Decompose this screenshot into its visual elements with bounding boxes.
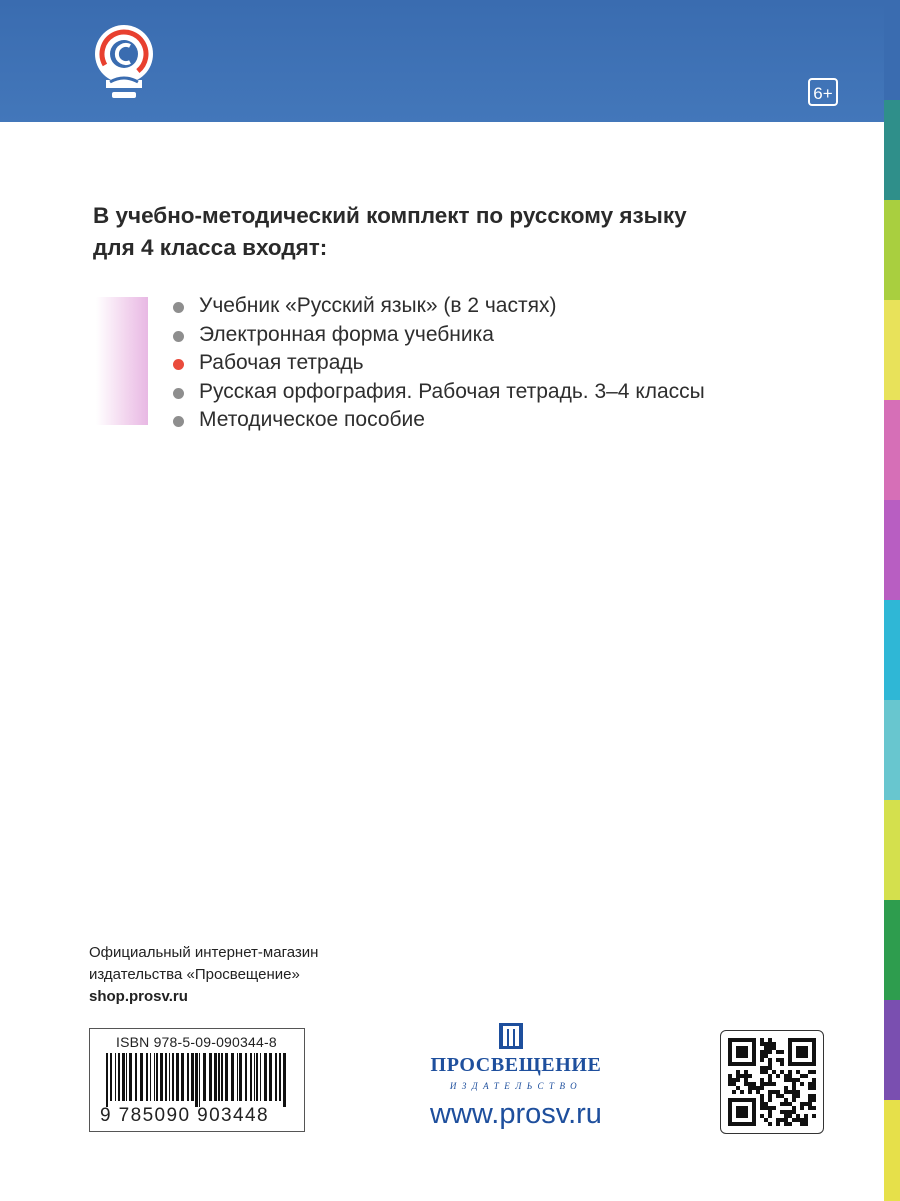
- qr-module: [788, 1090, 792, 1094]
- barcode-bar: [169, 1053, 170, 1101]
- qr-module: [796, 1114, 800, 1118]
- qr-module: [768, 1038, 772, 1042]
- barcode-bar: [187, 1053, 189, 1101]
- qr-module: [748, 1086, 752, 1090]
- barcode-bar: [106, 1053, 108, 1107]
- strip-segment: [884, 800, 900, 901]
- qr-module: [776, 1094, 780, 1098]
- kit-item-label: Рабочая тетрадь: [199, 351, 364, 374]
- barcode-bar: [195, 1053, 198, 1107]
- strip-segment: [884, 300, 900, 401]
- barcode-bar: [237, 1053, 238, 1101]
- qr-module: [732, 1078, 736, 1082]
- qr-module: [796, 1118, 800, 1122]
- qr-module: [812, 1086, 816, 1090]
- barcode-bar: [279, 1053, 281, 1101]
- barcode-bar: [115, 1053, 116, 1101]
- barcode-bar: [209, 1053, 212, 1101]
- qr-module: [808, 1070, 812, 1074]
- qr-module: [784, 1114, 788, 1118]
- qr-module: [764, 1046, 768, 1050]
- qr-module: [772, 1106, 776, 1110]
- qr-module: [776, 1090, 780, 1094]
- qr-module: [772, 1042, 776, 1046]
- qr-module: [804, 1118, 808, 1122]
- barcode-bar: [156, 1053, 158, 1101]
- barcode-bar: [231, 1053, 234, 1101]
- qr-module: [784, 1102, 788, 1106]
- qr-finder: [796, 1046, 808, 1058]
- qr-module: [808, 1086, 812, 1090]
- qr-module: [768, 1090, 772, 1094]
- kit-item: [173, 406, 705, 435]
- qr-finder: [736, 1046, 748, 1058]
- barcode-bar: [181, 1053, 184, 1101]
- qr-module: [788, 1070, 792, 1074]
- qr-module: [780, 1058, 784, 1062]
- qr-module: [732, 1082, 736, 1086]
- qr-module: [748, 1074, 752, 1078]
- qr-module: [756, 1090, 760, 1094]
- kit-item: [173, 292, 705, 321]
- qr-code[interactable]: [720, 1030, 824, 1134]
- qr-module: [728, 1074, 732, 1078]
- qr-module: [760, 1106, 764, 1110]
- qr-module: [780, 1062, 784, 1066]
- qr-module: [756, 1086, 760, 1090]
- kit-item: [173, 321, 705, 350]
- age-rating-text: 6+: [813, 84, 833, 103]
- qr-module: [768, 1062, 772, 1066]
- shop-line1: Официальный интернет-магазин: [89, 944, 319, 961]
- qr-module: [784, 1098, 788, 1102]
- barcode-bar: [199, 1053, 200, 1107]
- barcode-bar: [126, 1053, 127, 1101]
- qr-module: [804, 1074, 808, 1078]
- kit-items-list: [173, 292, 705, 435]
- qr-module: [768, 1046, 772, 1050]
- qr-module: [760, 1114, 764, 1118]
- qr-module: [764, 1082, 768, 1086]
- strip-segment: [884, 200, 900, 301]
- barcode-bar: [203, 1053, 206, 1101]
- bullet-icon: [173, 331, 184, 342]
- qr-module: [796, 1090, 800, 1094]
- kit-heading-line1: В учебно-методический комплект по русскому языку: [93, 203, 687, 228]
- isbn-number: ISBN 978-5-09-090344-8: [116, 1034, 277, 1050]
- barcode-bar: [110, 1053, 112, 1101]
- barcode-bar: [129, 1053, 132, 1101]
- qr-module: [768, 1082, 772, 1086]
- qr-module: [736, 1078, 740, 1082]
- strip-segment: [884, 400, 900, 501]
- qr-module: [764, 1054, 768, 1058]
- barcode-bar: [254, 1053, 255, 1101]
- qr-module: [764, 1102, 768, 1106]
- barcode-bar: [245, 1053, 247, 1101]
- qr-module: [812, 1070, 816, 1074]
- barcode-bar: [146, 1053, 148, 1101]
- shop-line2: издательства «Просвещение»: [89, 966, 300, 983]
- qr-module: [792, 1094, 796, 1098]
- barcode-bar: [122, 1053, 125, 1101]
- qr-module: [768, 1106, 772, 1110]
- publisher-logo-icon: [498, 1022, 524, 1050]
- barcode-bar: [214, 1053, 217, 1101]
- qr-module: [788, 1114, 792, 1118]
- barcode-bar: [269, 1053, 272, 1101]
- barcode-bar: [239, 1053, 242, 1101]
- kit-item-active: [173, 349, 705, 378]
- strip-segment: [884, 500, 900, 601]
- qr-module: [760, 1098, 764, 1102]
- qr-code-icon: [728, 1038, 816, 1126]
- qr-module: [748, 1082, 752, 1086]
- qr-module: [788, 1078, 792, 1082]
- qr-module: [772, 1046, 776, 1050]
- qr-module: [728, 1078, 732, 1082]
- qr-module: [768, 1098, 772, 1102]
- barcode-bar: [218, 1053, 220, 1101]
- qr-module: [792, 1098, 796, 1102]
- barcode-bar: [176, 1053, 179, 1101]
- qr-module: [768, 1122, 772, 1126]
- barcode-bar: [221, 1053, 223, 1101]
- qr-module: [792, 1110, 796, 1114]
- kit-heading: [93, 200, 853, 264]
- qr-module: [792, 1086, 796, 1090]
- qr-module: [780, 1094, 784, 1098]
- qr-module: [804, 1122, 808, 1126]
- barcode-bar: [283, 1053, 286, 1107]
- qr-module: [760, 1082, 764, 1086]
- qr-module: [772, 1070, 776, 1074]
- qr-module: [760, 1078, 764, 1082]
- qr-module: [784, 1078, 788, 1082]
- qr-module: [744, 1070, 748, 1074]
- qr-module: [764, 1106, 768, 1110]
- barcode-bar: [191, 1053, 194, 1101]
- qr-module: [780, 1070, 784, 1074]
- qr-module: [772, 1090, 776, 1094]
- barcode-bar: [260, 1053, 261, 1101]
- qr-module: [760, 1102, 764, 1106]
- qr-module: [812, 1106, 816, 1110]
- qr-module: [764, 1070, 768, 1074]
- age-rating-badge: [808, 78, 838, 106]
- qr-module: [780, 1118, 784, 1122]
- kit-item-label: Учебник «Русский язык» (в 2 частях): [199, 294, 557, 317]
- strip-segment: [884, 700, 900, 801]
- barcode-bar: [250, 1053, 252, 1101]
- bullet-icon: [173, 302, 184, 313]
- qr-module: [800, 1082, 804, 1086]
- strip-segment: [884, 900, 900, 1001]
- qr-module: [812, 1078, 816, 1082]
- qr-module: [736, 1070, 740, 1074]
- bullet-icon: [173, 388, 184, 399]
- qr-finder: [736, 1106, 748, 1118]
- highlight-bar: [96, 297, 148, 425]
- qr-module: [808, 1106, 812, 1110]
- qr-module: [780, 1102, 784, 1106]
- qr-module: [764, 1042, 768, 1046]
- strip-segment: [884, 1000, 900, 1101]
- publisher-name: ПРОСВЕЩЕНИЕ: [430, 1054, 602, 1076]
- qr-module: [752, 1086, 756, 1090]
- qr-module: [728, 1082, 732, 1086]
- qr-module: [780, 1110, 784, 1114]
- barcode-bar: [160, 1053, 163, 1101]
- qr-module: [808, 1098, 812, 1102]
- qr-module: [800, 1106, 804, 1110]
- qr-module: [768, 1058, 772, 1062]
- qr-module: [768, 1078, 772, 1082]
- qr-module: [760, 1054, 764, 1058]
- qr-module: [812, 1114, 816, 1118]
- shop-url-link[interactable]: shop.prosv.ru: [89, 988, 188, 1005]
- qr-module: [776, 1058, 780, 1062]
- qr-module: [800, 1122, 804, 1126]
- qr-module: [768, 1050, 772, 1054]
- qr-module: [768, 1042, 772, 1046]
- qr-module: [788, 1102, 792, 1106]
- kit-item-label: Методическое пособие: [199, 408, 425, 431]
- qr-module: [768, 1066, 772, 1070]
- barcode-bar: [172, 1053, 174, 1101]
- barcode-bar: [275, 1053, 277, 1101]
- qr-module: [784, 1086, 788, 1090]
- qr-module: [768, 1074, 772, 1078]
- qr-module: [760, 1042, 764, 1046]
- qr-module: [800, 1102, 804, 1106]
- kit-heading-line2: для 4 класса входят:: [93, 235, 328, 260]
- active-bullet-icon: [173, 359, 184, 370]
- qr-module: [808, 1082, 812, 1086]
- publisher-url-link[interactable]: www.prosv.ru: [430, 1098, 602, 1130]
- barcode-bar: [165, 1053, 167, 1101]
- qr-module: [788, 1122, 792, 1126]
- barcode-bar: [256, 1053, 258, 1101]
- strip-segment: [884, 600, 900, 701]
- qr-module: [752, 1082, 756, 1086]
- qr-module: [744, 1082, 748, 1086]
- barcode-bar: [225, 1053, 228, 1101]
- strip-segment: [884, 1100, 900, 1201]
- qr-module: [800, 1118, 804, 1122]
- bullet-icon: [173, 416, 184, 427]
- barcode-bar: [118, 1053, 120, 1101]
- qr-module: [796, 1078, 800, 1082]
- qr-module: [780, 1050, 784, 1054]
- qr-module: [740, 1074, 744, 1078]
- strip-segment: [884, 0, 900, 101]
- qr-module: [808, 1094, 812, 1098]
- strip-segment: [884, 100, 900, 201]
- kit-item-label: Русская орфография. Рабочая тетрадь. 3–4 классы: [199, 379, 705, 403]
- qr-module: [792, 1082, 796, 1086]
- isbn-barcode: [89, 1028, 305, 1132]
- qr-module: [796, 1070, 800, 1074]
- qr-module: [760, 1066, 764, 1070]
- qr-module: [736, 1086, 740, 1090]
- barcode-bar: [140, 1053, 143, 1101]
- qr-module: [800, 1074, 804, 1078]
- qr-module: [784, 1118, 788, 1122]
- qr-module: [792, 1106, 796, 1110]
- kit-item: [173, 378, 705, 407]
- barcode-digits: 9 785090 903448: [100, 1105, 269, 1126]
- barcode-bar: [150, 1053, 151, 1101]
- qr-module: [764, 1050, 768, 1054]
- qr-module: [784, 1122, 788, 1126]
- qr-module: [760, 1050, 764, 1054]
- barcode-icon: [102, 1053, 294, 1107]
- qr-module: [732, 1090, 736, 1094]
- qr-module: [792, 1118, 796, 1122]
- barcode-bar: [154, 1053, 155, 1101]
- qr-module: [776, 1122, 780, 1126]
- qr-module: [760, 1058, 764, 1062]
- qr-module: [760, 1094, 764, 1098]
- barcode-bar: [135, 1053, 137, 1101]
- qr-module: [768, 1094, 772, 1098]
- qr-module: [784, 1074, 788, 1078]
- qr-module: [748, 1090, 752, 1094]
- qr-module: [792, 1090, 796, 1094]
- qr-module: [784, 1090, 788, 1094]
- qr-module: [812, 1082, 816, 1086]
- qr-module: [744, 1074, 748, 1078]
- qr-module: [736, 1074, 740, 1078]
- qr-module: [760, 1086, 764, 1090]
- qr-module: [764, 1066, 768, 1070]
- barcode-bar: [264, 1053, 267, 1101]
- qr-module: [760, 1070, 764, 1074]
- qr-module: [740, 1090, 744, 1094]
- qr-module: [796, 1094, 800, 1098]
- qr-module: [788, 1110, 792, 1114]
- qr-module: [792, 1078, 796, 1082]
- qr-module: [760, 1038, 764, 1042]
- qr-module: [768, 1114, 772, 1118]
- qr-module: [772, 1082, 776, 1086]
- side-color-strip: [884, 0, 900, 1200]
- online-shop-info: [89, 942, 318, 1008]
- qr-module: [744, 1078, 748, 1082]
- qr-module: [776, 1050, 780, 1054]
- qr-module: [776, 1118, 780, 1122]
- series-logo-icon: [92, 22, 156, 102]
- publisher-subtitle: ИЗДАТЕЛЬСТВО: [449, 1081, 583, 1091]
- qr-module: [804, 1114, 808, 1118]
- qr-module: [784, 1110, 788, 1114]
- qr-module: [764, 1118, 768, 1122]
- qr-module: [776, 1074, 780, 1078]
- qr-module: [808, 1102, 812, 1106]
- qr-module: [788, 1074, 792, 1078]
- qr-module: [768, 1110, 772, 1114]
- kit-item-label: Электронная форма учебника: [199, 322, 494, 346]
- qr-module: [812, 1098, 816, 1102]
- qr-module: [804, 1102, 808, 1106]
- qr-module: [812, 1094, 816, 1098]
